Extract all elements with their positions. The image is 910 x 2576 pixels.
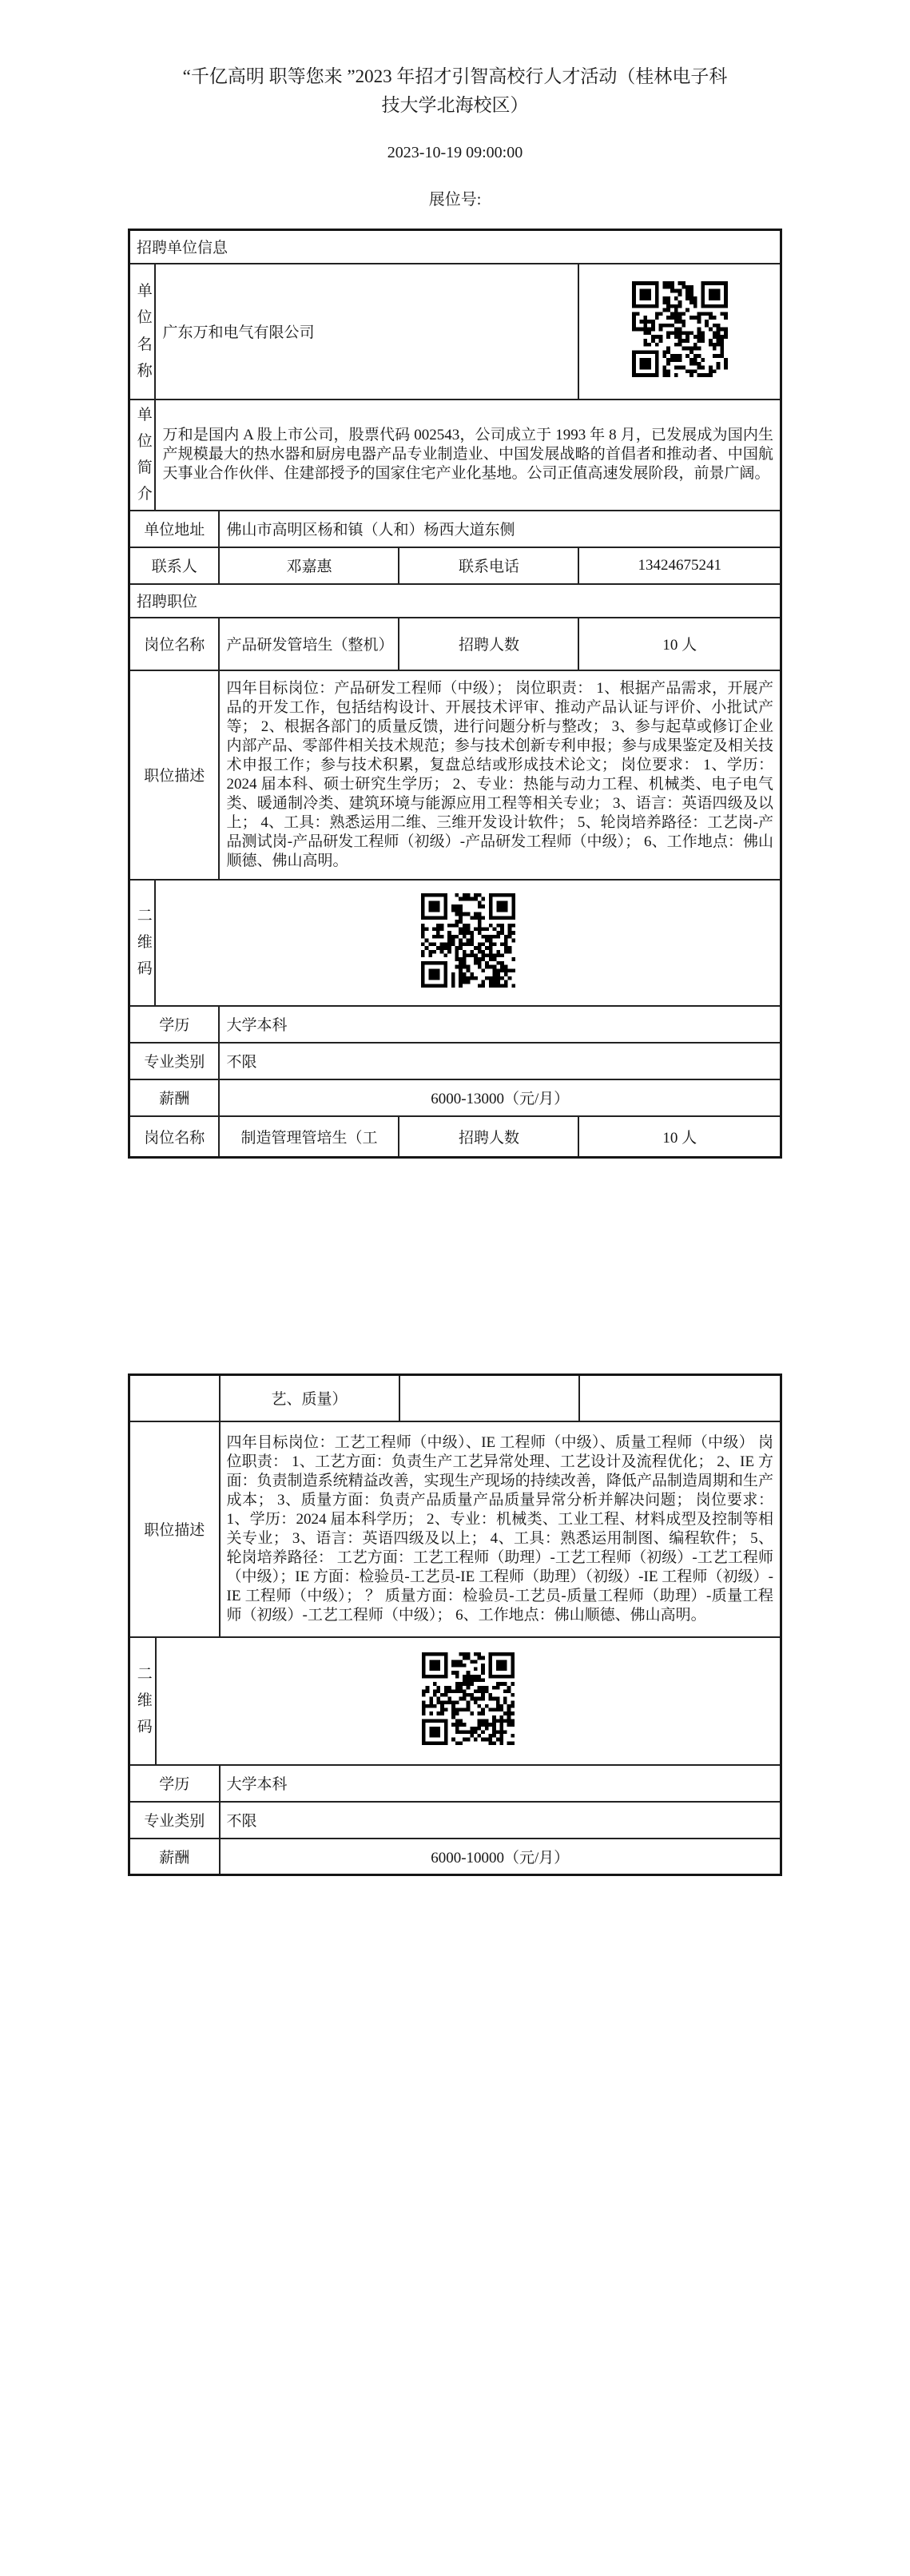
table-row: [129, 264, 781, 400]
job2-salary-label: 薪酬: [129, 1839, 220, 1875]
event-datetime: 2023-10-19 09:00:00: [387, 144, 523, 161]
job2-desc-label: 职位描述: [129, 1421, 220, 1637]
unit-info-section-header: 招聘单位信息: [129, 230, 781, 264]
job2-desc-text: 四年目标岗位：工艺工程师（中级）、IE 工程师（中级）、质量工程师（中级） 岗位职责： 1、工艺方面：负责生产工艺异常处理、工艺设计及流程优化； 2、IE 方面：负责制造系统精益改善，实现生产现场的持续改善，降低产品制造周期和生产成本； 3、质量方面：负责产品质量产品质量异常分析并解决问题； 岗位要求： 1、学历：2024 届本科学历； 2、专业：机械类、工业工程、材料成型及控制等相关专业； 3、语言：英语四级及以上； 4、工具：熟悉运用制图、编程软件； 5、轮岗培养路径： 工艺方面：工艺工程师（助理）-工艺工程师（初级）-工艺工程师（中级）；IE 方面：检验员-工艺员-IE 工程师（助理）（初级）-IE 工程师（初级）-IE 工程师（中级）； ？ 质量方面：检验员-工艺员-质量工程师（助理）-质量工程师（初级）-工艺工程师（中级）； 6、工作地点：佛山顺德、佛山高明。: [220, 1421, 781, 1637]
job2-qr-label: 二维码: [137, 1665, 153, 1736]
job1-desc-label: 职位描述: [129, 670, 219, 880]
phone-label: 联系电话: [399, 547, 578, 584]
table-row: [129, 670, 781, 880]
job2-count-value: 10 人: [578, 1116, 781, 1158]
unit-qr-cell: [578, 264, 781, 400]
job1-edu-value: 大学本科: [219, 1006, 781, 1043]
job2-major-value: 不限: [220, 1802, 781, 1839]
table-row: [129, 1079, 781, 1116]
unit-name-value: 广东万和电气有限公司: [155, 264, 578, 400]
job2-name-part1: 制造管理管培生（工: [219, 1116, 399, 1158]
job1-name-value: 产品研发管培生（整机）: [219, 618, 399, 670]
recruit-job2-table: [128, 1373, 782, 1876]
phone-value: 13424675241: [578, 547, 781, 584]
table-row: [129, 1006, 781, 1043]
table-row: [129, 618, 781, 670]
table-row: [129, 1375, 781, 1421]
table-row: [129, 1043, 781, 1079]
table-row: [129, 511, 781, 547]
table-row: [129, 547, 781, 584]
unit-name-label-cell: [129, 264, 155, 400]
job1-count-label: 招聘人数: [399, 618, 578, 670]
job1-edu-label: 学历: [129, 1006, 219, 1043]
recruit-unit-table: [128, 229, 782, 1159]
qr-code: [422, 1652, 515, 1750]
contact-name-value: 邓嘉惠: [219, 547, 399, 584]
table-row: [129, 1421, 781, 1637]
job2-salary-value: 6000-10000（元/月）: [220, 1839, 781, 1875]
table-row: [129, 400, 781, 511]
job1-major-label: 专业类别: [129, 1043, 219, 1079]
job1-qr-cell: [155, 880, 781, 1006]
job1-name-label: 岗位名称: [129, 618, 219, 670]
job1-major-value: 不限: [219, 1043, 781, 1079]
unit-address-value: 佛山市高明区杨和镇（人和）杨西大道东侧: [219, 511, 781, 547]
job1-qr-label-cell: [129, 880, 155, 1006]
table-row: [129, 1116, 781, 1158]
job1-qr-label: 二维码: [137, 907, 153, 978]
table-row: [129, 1765, 781, 1802]
job2-count-label: 招聘人数: [399, 1116, 578, 1158]
unit-intro-label: 单位简介: [137, 406, 153, 503]
job1-desc-text: 四年目标岗位：产品研发工程师（中级）； 岗位职责： 1、根据产品需求，开展产品的开发工作，包括结构设计、开展技术评审、推动产品认证与评价、小批试产等； 2、根据各部门的质量反馈，进行问题分析与整改； 3、参与起草或修订企业内部产品、零部件相关技术规范；参与技术创新专利申报；参与成果鉴定及相关技术申报工作；参与技术积累，复盘总结或形成技术论文； 岗位要求： 1、学历：2024 届本科、硕士研究生学历； 2、专业：热能与动力工程、机械类、电子电气类、暖通制冷类、建筑环境与能源应用工程等相关专业； 3、语言：英语四级及以上； 4、工具：熟悉运用二维、三维开发设计软件； 5、轮岗培养路径：工艺岗-产品测试岗-产品研发工程师（初级）-产品研发工程师（中级）； 6、工作地点：佛山顺德、佛山高明。: [219, 670, 781, 880]
table-row: [129, 584, 781, 618]
contact-label: 联系人: [129, 547, 219, 584]
job2-name-label: 岗位名称: [129, 1116, 219, 1158]
table-row: [129, 880, 781, 1006]
job1-salary-value: 6000-13000（元/月）: [219, 1079, 781, 1116]
job1-count-value: 10 人: [578, 618, 781, 670]
unit-name-label: 单位名称: [137, 283, 153, 380]
empty-cell: [579, 1375, 781, 1421]
job2-edu-value: 大学本科: [220, 1765, 781, 1802]
unit-address-label: 单位地址: [129, 511, 219, 547]
qr-code: [632, 281, 728, 382]
job2-edu-label: 学历: [129, 1765, 220, 1802]
table-row: [129, 1839, 781, 1875]
booth-number-label: 展位号:: [428, 191, 482, 209]
job2-qr-label-cell: [129, 1637, 156, 1765]
job2-qr-cell: [156, 1637, 781, 1765]
unit-intro-label-cell: [129, 400, 155, 511]
unit-intro-text: 万和是国内 A 股上市公司，股票代码 002543，公司成立于 1993 年 8 月，已发展成为国内生产规模最大的热水器和厨房电器产品专业制造业、中国发展战略的首倡者和推动者、中国航天事业合作伙伴、住建部授予的国家住宅产业化基地。公司正值高速发展阶段，前景广阔。: [155, 400, 781, 511]
table-row: [129, 230, 781, 264]
empty-cell: [399, 1375, 579, 1421]
job2-name-part2: 艺、质量）: [220, 1375, 399, 1421]
job2-major-label: 专业类别: [129, 1802, 220, 1839]
job2-name-label-empty-cell: [129, 1375, 220, 1421]
jobs-section-header: 招聘职位: [129, 584, 781, 618]
job1-salary-label: 薪酬: [129, 1079, 219, 1116]
table-row: [129, 1802, 781, 1839]
page-break-gap: [0, 1159, 910, 1373]
table-row: [129, 1637, 781, 1765]
qr-code: [421, 893, 515, 992]
page-title: “千亿高明 职等您来 ”2023 年招才引智高校行人才活动（桂林电子科技大学北海校区）: [182, 66, 728, 115]
